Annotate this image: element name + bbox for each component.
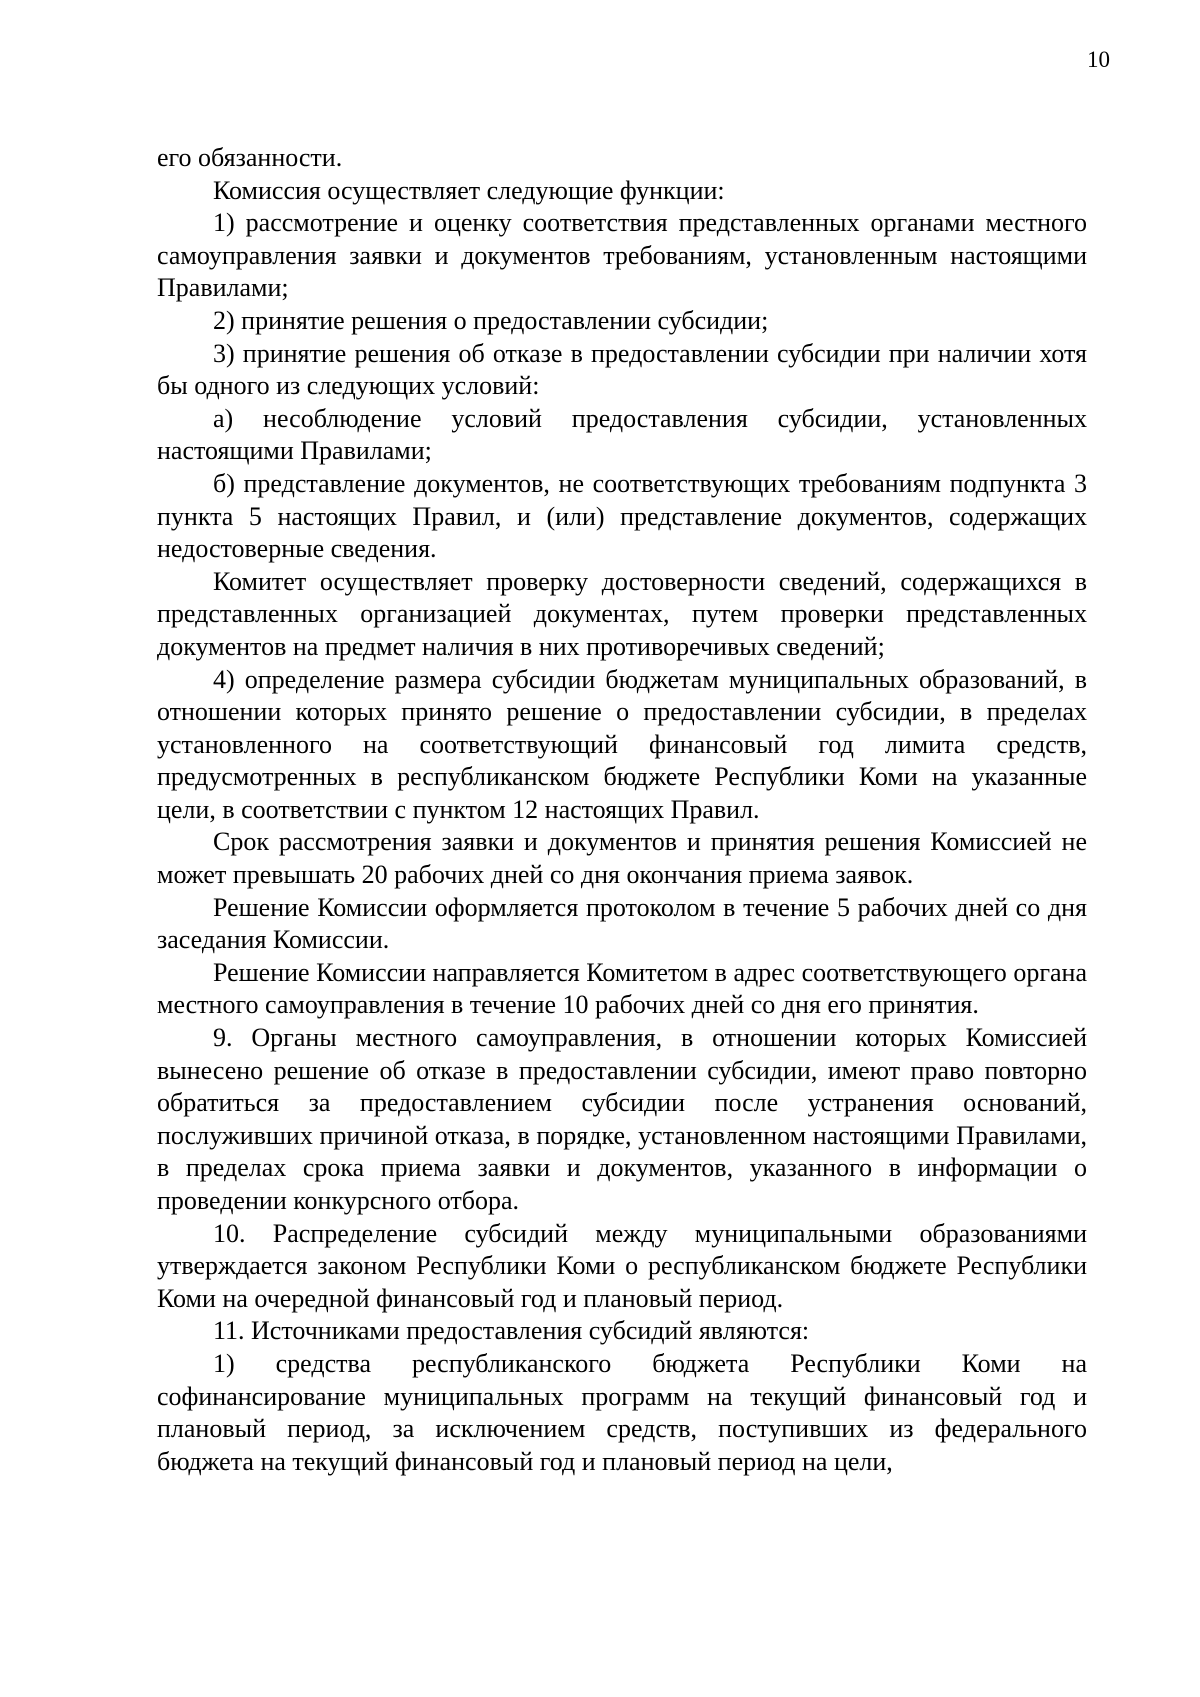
paragraph-commission-functions: Комиссия осуществляет следующие функции: (213, 175, 725, 205)
paragraph-review-period: Срок рассмотрения заявки и документов и принятия решения Комиссией не может превышать 20 рабочих дней со дня окончания приема заявок. (157, 827, 1087, 890)
paragraph-decision-sent: Решение Комиссии направляется Комитетом в адрес соответствующего органа местного самоуправления в течение 10 рабочих дней со дня его принятия. (157, 957, 1087, 1020)
paragraph-committee-check: Комитет осуществляет проверку достоверности сведений, содержащихся в представленных организацией документах, путем проверки представленных документов на предмет наличия в них противоречивых сведений; (157, 566, 1087, 661)
paragraph-item-9: 9. Органы местного самоуправления, в отношении которых Комиссией вынесено решение об отказе в предоставлении субсидии, имеют право повторно обратиться за предоставлением субсидии после устранения оснований, послуживших причиной отказа, в порядке, установленном настоящими Правилами, в пределах срока приема заявки и документов, указанного в информации о проведении конкурсного отбора. (157, 1023, 1087, 1215)
paragraph-condition-a: а) несоблюдение условий предоставления субсидии, установленных настоящими Правилами; (157, 403, 1087, 466)
paragraph-continuation: его обязанности. (157, 143, 343, 172)
paragraph-item-11-1: 1) средства республиканского бюджета Республики Коми на софинансирование муниципальных программ на текущий финансовый год и плановый период, за исключением средств, поступивших из федерального бюджета на текущий финансовый год и плановый период на цели, (157, 1348, 1087, 1476)
paragraph-item-11: 11. Источниками предоставления субсидий являются: (213, 1316, 810, 1346)
paragraph-function-2: 2) принятие решения о предоставлении субсидии; (213, 305, 769, 335)
document-body (157, 142, 1087, 1478)
paragraph-function-3: 3) принятие решения об отказе в предоставлении субсидии при наличии хотя бы одного из следующих условий: (157, 338, 1087, 401)
paragraph-function-1: 1) рассмотрение и оценку соответствия представленных органами местного самоуправления заявки и документов требованиям, установленным настоящими Правилами; (157, 208, 1087, 303)
page-number: 10 (1087, 47, 1110, 72)
paragraph-protocol: Решение Комиссии оформляется протоколом в течение 5 рабочих дней со дня заседания Комиссии. (157, 892, 1087, 955)
paragraph-function-4: 4) определение размера субсидии бюджетам муниципальных образований, в отношении которых принято решение о предоставлении субсидии, в пределах установленного на соответствующий финансовый год лимита средств, предусмотренных в республиканском бюджете Республики Коми на указанные цели, в соответствии с пунктом 12 настоящих Правил. (157, 664, 1087, 824)
paragraph-item-10: 10. Распределение субсидий между муниципальными образованиями утверждается законом Республики Коми о республиканском бюджете Республики Коми на очередной финансовый год и плановый период. (157, 1218, 1087, 1313)
paragraph-condition-b: б) представление документов, не соответствующих требованиям подпункта 3 пункта 5 настоящих Правил, и (или) представление документов, содержащих недостоверные сведения. (157, 468, 1087, 564)
